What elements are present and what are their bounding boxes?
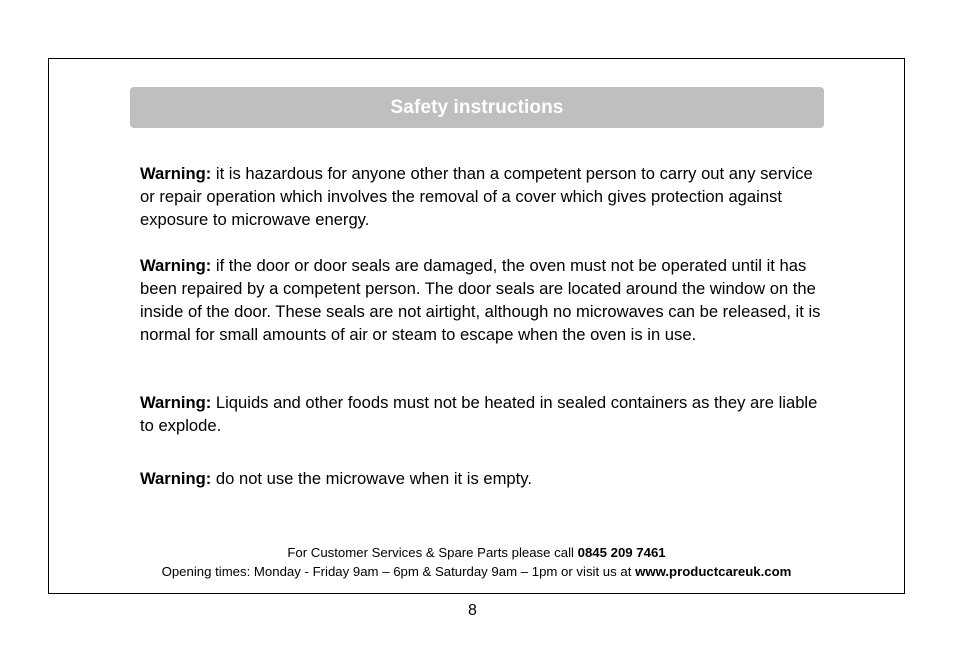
opening-times-line: [48, 562, 905, 581]
warning-paragraph: [140, 162, 830, 231]
warning-paragraph: [140, 254, 830, 346]
opening-times-text: Opening times: Monday - Friday 9am – 6pm & Saturday 9am – 1pm or visit us at: [161, 564, 636, 579]
warning-paragraph: [140, 391, 830, 437]
warning-text: if the door or door seals are damaged, the oven must not be operated until it has been repaired by a competent person. The door seals are located around the window on the inside of the door. These seals are not airtight, although no microwaves can be released, it is normal for small amounts of air or steam to escape when the oven is in use.: [140, 256, 821, 344]
warning-label: Warning:: [140, 393, 212, 412]
customer-services-text: For Customer Services & Spare Parts please call: [287, 545, 578, 560]
phone-number: 0845 209 7461: [577, 545, 666, 560]
warning-label: Warning:: [140, 256, 212, 275]
section-title: Safety instructions: [390, 96, 564, 118]
warning-paragraph: [140, 467, 830, 490]
warning-label: Warning:: [140, 164, 212, 183]
warning-text: do not use the microwave when it is empty.: [211, 469, 532, 488]
website-link[interactable]: www.productcareuk.com: [635, 564, 792, 579]
section-title-bar: [130, 87, 824, 128]
customer-services-line: [48, 543, 905, 562]
warning-text: Liquids and other foods must not be heated in sealed containers as they are liable to explode.: [140, 393, 818, 435]
page-number: 8: [468, 602, 477, 619]
warning-text: it is hazardous for anyone other than a competent person to carry out any service or repair operation which involves the removal of a cover which gives protection against exposure to microwave energy.: [140, 164, 813, 229]
warning-label: Warning:: [140, 469, 212, 488]
